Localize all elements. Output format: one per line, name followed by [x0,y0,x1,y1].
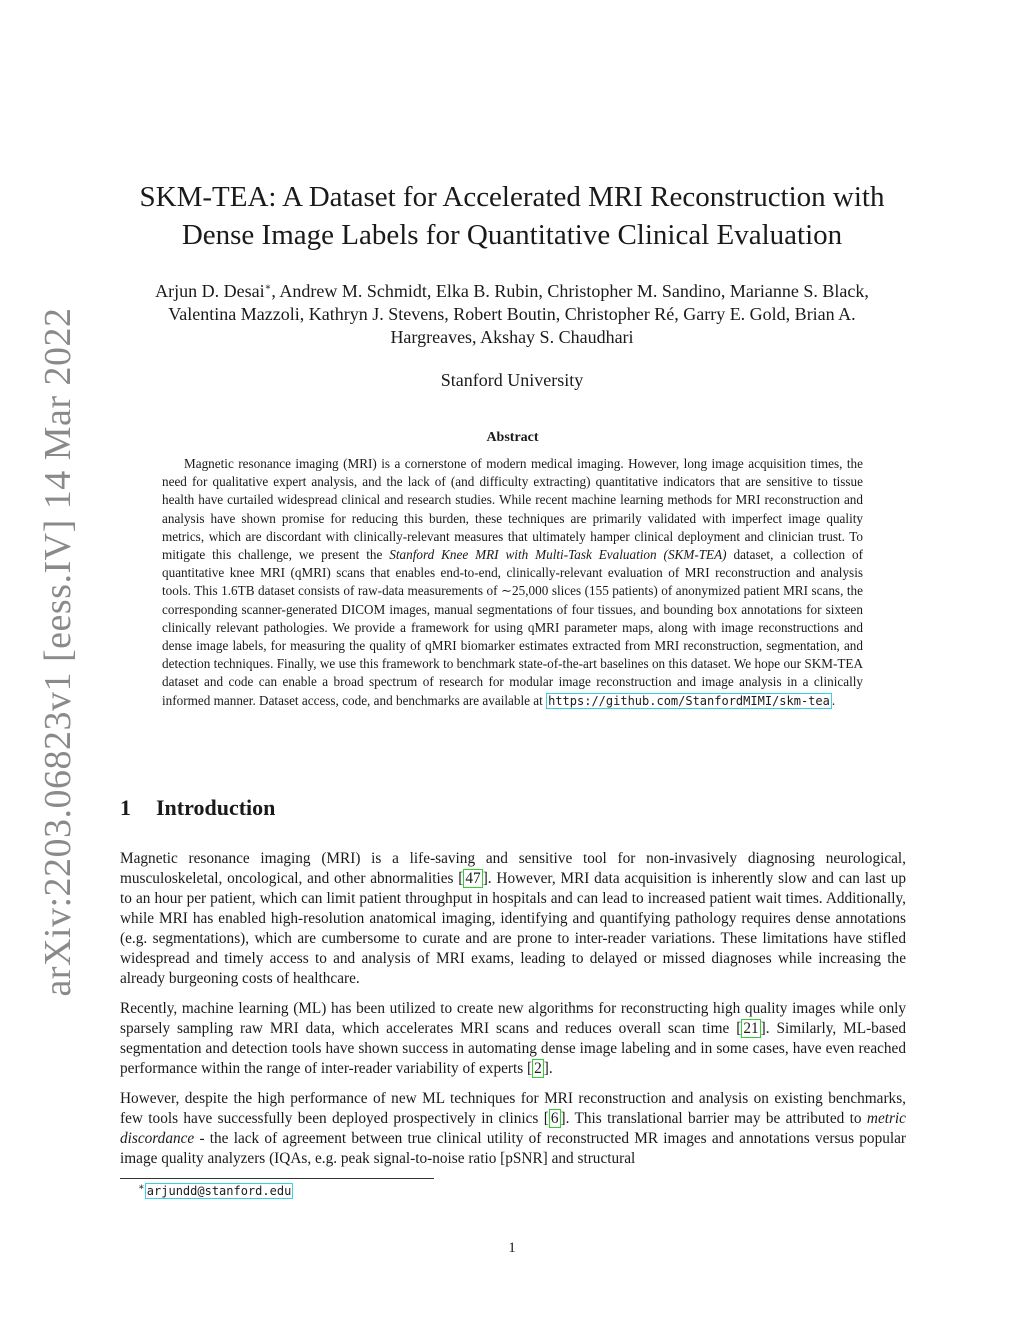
p3-text-b: . This translational barrier may be attributed to [565,1110,862,1127]
abstract-end: . [831,692,836,708]
p1-text-a: Magnetic resonance imaging (MRI) is a life-saving and sensitive tool for non-invasively diagnosing neurological, musculoskeletal, oncological, and other abnormalities [120,850,906,887]
page-number: 1 [508,1240,516,1256]
corresponding-author-mark: ∗ [264,282,272,293]
github-link[interactable]: https://github.com/StanfordMIMI/skm-tea [548,693,830,708]
abstract-text-part-2: dataset, a collection of quantitative knee MRI (qMRI) scans that enables end-to-end, clinically-relevant evaluation of MRI reconstruction and analysis tools. This 1.6TB dataset consists of raw-data measurements of ∼25,000 slices (155 patients) of anonymized patient MRI scans, the corresponding scanner-generated DICOM images, manual segmentations of four tissues, and bounding box annotations for sixteen clinically relevant pathologies. We provide a framework for using qMRI parameter maps, along with image reconstructions and dense image labels, for measuring the quality of qMRI biomarker estimates extracted from MRI reconstruction, segmentation, and detection techniques. Finally, we use this framework to benchmark state-of-the-art baselines on this dataset. We hope our SKM-TEA dataset and code can enable a broad spectrum of research for modular image reconstruction and image analysis in a clinically informed manner. Dataset access, code, and benchmarks are available at [162,547,864,708]
footnote [138,1184,293,1199]
citation-link[interactable]: 6 [550,1110,559,1127]
affiliation: Stanford University [440,370,584,390]
title-line-2: Dense Image Labels for Quantitative Clinical Evaluation [181,219,843,251]
p2-text-b: . Similarly, ML-based segmentation and detection tools have shown success in automating dense image labeling and in some cases, have even reached performance within the range of inter-reader variability of experts [120,1020,907,1077]
abstract-heading: Abstract [486,430,539,445]
section-number: 1 [120,795,131,820]
title-block [100,178,924,391]
p1-text-b: . However, MRI data acquisition is inherently slow and can last up to an hour per patient, which can limit patient throughput in hospitals and can lead to increased patient wait times. Additionally, while MRI has enabled high-resolution anatomical imaging, identifying and quantifying pathology requires dense annotations (e.g. segmentations), which are cumbersome to curate and are prone to inter-reader variations. These limitations have stifled widespread and timely access to and analysis of MRI exams, leading to delayed or missed diagnoses while increasing the already burgeoning costs of healthcare. [120,870,907,987]
citation-link[interactable]: 21 [743,1020,759,1037]
footnote-mark: ∗ [138,1182,145,1193]
abstract-text-part-1: Magnetic resonance imaging (MRI) is a cornerstone of modern medical imaging. However, long image acquisition times, the need for qualitative expert analysis, and the lack of (and difficulty extracting) quantitative indicators that are sensitive to tissue health have curtailed widespread clinical and research studies. While recent machine learning methods for MRI reconstruction and analysis have shown promise for reducing this burden, these techniques are primarily validated with imperfect image quality metrics, which are discordant with clinically-relevant measures that ultimately hamper clinical deployment and clinician trust. To mitigate this challenge, we present the [162,456,863,563]
p2-text-a: Recently, machine learning (ML) has been utilized to create new algorithms for reconstructing high quality images while only sparsely sampling raw MRI data, which accelerates MRI scans and reduces overall scan time [120,1000,906,1037]
section-heading-introduction [120,795,275,821]
abstract [162,430,863,710]
paragraph-3: However, despite the high performance of new ML techniques for MRI reconstruction and analysis on existing benchmarks, few tools have successfully been deployed prospectively in clinics [ 6 ]. This translational barrier may be attributed to metric discordance - the lack of agreement between true clinical utility of reconstructed MR images and annotations versus popular image quality analyzers (IQAs, e.g. peak signal-to-noise ratio [pSNR] and structural [120,1090,907,1167]
author-email-link[interactable]: arjundd@stanford.edu [146,1184,292,1198]
p2-text-c: . [548,1060,553,1077]
arxiv-identifier-stamp: arXiv:2203.06823v1 [eess.IV] 14 Mar 2022 [37,307,79,997]
metric-discordance-italic: metric discordance [120,1110,906,1147]
citation-link[interactable]: 47 [465,870,481,887]
authors-line-2: Valentina Mazzoli, Kathryn J. Stevens, Robert Boutin, Christopher Ré, Garry E. Gold, Brian A. [168,304,856,324]
abstract-text [162,455,863,710]
citation-link[interactable]: 2 [534,1060,542,1077]
authors-line-3: Hargreaves, Akshay S. Chaudhari [390,327,634,347]
p3-text-c: - the lack of agreement between true clinical utility of reconstructed MR images and annotations versus popular image quality analyzers (IQAs, e.g. peak signal-to-noise ratio [pSNR] and structural [120,1130,907,1167]
paragraph-2: Recently, machine learning (ML) has been utilized to create new algorithms for reconstructing high quality images while only sparsely sampling raw MRI data, which accelerates MRI scans and reduces overall scan time [ 21 ]. Similarly, ML-based segmentation and detection tools have shown success in automating dense image labeling and in some cases, have even reached performance within the range of inter-reader variability of experts [ 2 ]. [120,1000,907,1077]
title-line-1: SKM-TEA: A Dataset for Accelerated MRI Reconstruction with [139,181,885,213]
first-author: Arjun D. Desai [155,281,265,301]
dataset-name-italic: Stanford Knee MRI with Multi-Task Evaluation (SKM-TEA) [389,547,727,563]
footnote-divider [120,1178,434,1179]
section-title: Introduction [156,795,276,820]
paragraph-1: Magnetic resonance imaging (MRI) is a life-saving and sensitive tool for non-invasively diagnosing neurological, musculoskeletal, oncological, and other abnormalities [ 47 ]. However, MRI data acquisition is inherently slow and can last up to an hour per patient, which can limit patient throughput in hospitals and can lead to increased patient wait times. Additionally, while MRI has enabled high-resolution anatomical imaging, identifying and quantifying pathology requires dense annotations (e.g. segmentations), which are cumbersome to curate and are prone to inter-reader variations. These limitations have stifled widespread and timely access to and analysis of MRI exams, leading to delayed or missed diagnoses while increasing the already burgeoning costs of healthcare. [120,850,907,987]
p3-text-a: However, despite the high performance of new ML techniques for MRI reconstruction and analysis on existing benchmarks, few tools have successfully been deployed prospectively in clinics [120,1090,906,1127]
introduction-body [120,849,906,1179]
paper-title [100,178,924,254]
authors-line-1: Andrew M. Schmidt, Elka B. Rubin, Christopher M. Sandino, Marianne S. Black, [279,281,869,301]
author-list: Arjun D. Desai∗, Andrew M. Schmidt, Elka B. Rubin, Christopher M. Sandino, Marianne S. Black, Valentina Mazzoli, Kathryn J. Stevens, Robert Boutin, Christopher Ré, Garry E. Gold, Brian A. Hargreaves, Akshay S. Chaudhari [155,281,869,347]
